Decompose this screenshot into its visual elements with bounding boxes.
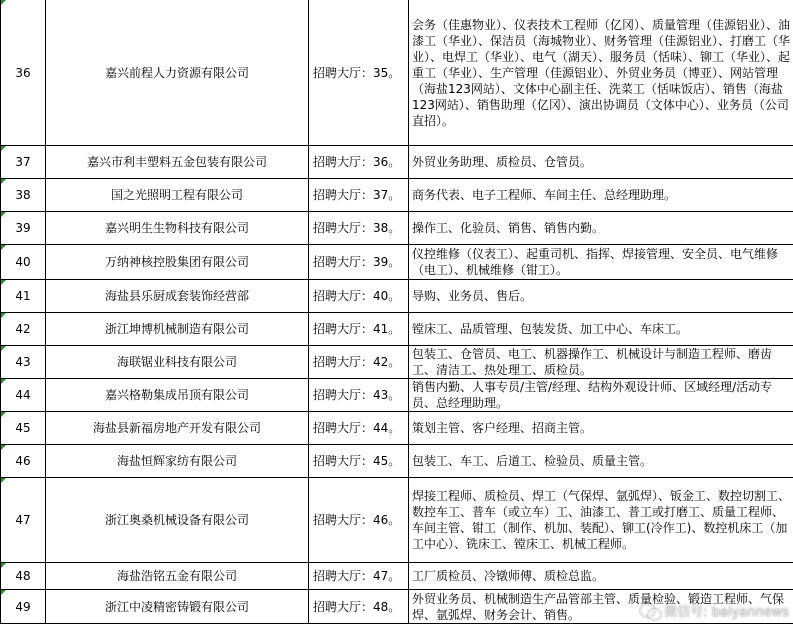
hall-booth: 招聘大厅：39。 [309, 245, 409, 280]
table-row [1, 379, 793, 412]
company-name: 国之光照明工程有限公司 [46, 179, 309, 212]
job-list: 工厂质检员、冷镦师傅、质检总监。 [409, 563, 793, 590]
job-list: 策划主管、客户经理、招商主管。 [409, 412, 793, 445]
cell-indicator-mark [1, 146, 6, 151]
row-number: 36 [1, 0, 46, 146]
cell-indicator-mark [1, 412, 6, 417]
company-name: 浙江奥桑机械设备有限公司 [46, 478, 309, 563]
company-name: 嘉兴明生生物科技有限公司 [46, 212, 309, 245]
cell-indicator-mark [1, 313, 6, 318]
company-name: 浙江中凌精密铸锻有限公司 [46, 590, 309, 624]
row-number: 37 [1, 146, 46, 179]
row-number: 45 [1, 412, 46, 445]
job-list: 焊接工程师、质检员、焊工（气保焊、氩弧焊）、钣金工、数控切割工、数控车工、普车（或立车）工、油漆工、普工或打磨工、质量工程师、车间主管、钳工（制作、机加、装配）、铆工(冷作工)、数控机床工（加工中心）、铣床工、镗床工、机械工程师。 [409, 478, 793, 563]
table-body [1, 0, 793, 624]
hall-booth: 招聘大厅：47。 [309, 563, 409, 590]
row-number: 38 [1, 179, 46, 212]
row-number: 39 [1, 212, 46, 245]
table-row [1, 280, 793, 313]
table-row [1, 245, 793, 280]
company-name: 海盐县新福房地产开发有限公司 [46, 412, 309, 445]
row-number: 43 [1, 346, 46, 379]
hall-booth: 招聘大厅：41。 [309, 313, 409, 346]
hall-booth: 招聘大厅：43。 [309, 379, 409, 412]
company-name: 嘉兴市利丰塑料五金包装有限公司 [46, 146, 309, 179]
job-list: 包装工、仓管员、电工、机器操作工、机械设计与制造工程师、磨齿工、清洁工、热处理工、质检员。 [409, 346, 793, 379]
table-row [1, 590, 793, 624]
row-number: 40 [1, 245, 46, 280]
row-number: 44 [1, 379, 46, 412]
job-list: 导购、业务员、售后。 [409, 280, 793, 313]
job-list: 仪控维修（仪表工）、起重司机、指挥、焊接管理、安全员、电气维修（电工）、机械维修（钳工）。 [409, 245, 793, 280]
hall-booth: 招聘大厅：38。 [309, 212, 409, 245]
company-name: 海盐恒辉家纺有限公司 [46, 445, 309, 478]
table-row [1, 179, 793, 212]
cell-indicator-mark [1, 563, 6, 568]
hall-booth: 招聘大厅：40。 [309, 280, 409, 313]
cell-indicator-mark [1, 0, 6, 5]
hall-booth: 招聘大厅：46。 [309, 478, 409, 563]
cell-indicator-mark [1, 245, 6, 250]
table-row [1, 313, 793, 346]
table-row [1, 146, 793, 179]
company-name: 海盐县乐厨成套装饰经营部 [46, 280, 309, 313]
table-row [1, 212, 793, 245]
hall-booth: 招聘大厅：45。 [309, 445, 409, 478]
row-number: 46 [1, 445, 46, 478]
cell-indicator-mark [1, 379, 6, 384]
hall-booth: 招聘大厅：44。 [309, 412, 409, 445]
job-list: 包装工、车工、后道工、检验员、质量主管。 [409, 445, 793, 478]
company-name: 嘉兴格勒集成吊顶有限公司 [46, 379, 309, 412]
hall-booth: 招聘大厅：37。 [309, 179, 409, 212]
hall-booth: 招聘大厅：36。 [309, 146, 409, 179]
table-row [1, 478, 793, 563]
cell-indicator-mark [1, 212, 6, 217]
job-list: 镗床工、品质管理、包装发货、加工中心、车床工。 [409, 313, 793, 346]
row-number: 48 [1, 563, 46, 590]
table-row [1, 0, 793, 146]
job-list: 商务代表、电子工程师、车间主任、总经理助理。 [409, 179, 793, 212]
cell-indicator-mark [1, 590, 6, 595]
hall-booth: 招聘大厅：35。 [309, 0, 409, 146]
row-number: 42 [1, 313, 46, 346]
row-number: 47 [1, 478, 46, 563]
watermark-text: 微信号: baiyannews [664, 605, 789, 620]
cell-indicator-mark [1, 346, 6, 351]
cell-indicator-mark [1, 478, 6, 483]
table-row [1, 412, 793, 445]
table-row [1, 445, 793, 478]
company-name: 海联锯业科技有限公司 [46, 346, 309, 379]
cell-indicator-mark [1, 445, 6, 450]
cell-indicator-mark [1, 179, 6, 184]
table-row [1, 563, 793, 590]
job-list: 会务（佳惠物业）、仪表技术工程师（亿冈）、质量管理（佳源铝业）、油漆工（华业）、保洁员（海城物业）、财务管理（佳源铝业）、打磨工（华业）、电焊工（华业）、电气（湖天）、服务员（恬味）、铆工（华业）、起重工（华业）、生产管理（佳源铝业）、外贸业务员（博亚）、网站管理（海盐123网站）、文体中心副主任、洗菜工（恬味饭店）、销售（海盐123网站）、销售助理（亿冈）、演出协调员（文体中心）、业务员（公司直招）。 [409, 0, 793, 146]
job-list: 操作工、化验员、销售、销售内勤。 [409, 212, 793, 245]
hall-booth: 招聘大厅：48。 [309, 590, 409, 624]
row-number: 49 [1, 590, 46, 624]
table-row [1, 346, 793, 379]
row-number: 41 [1, 280, 46, 313]
job-list: 外贸业务员、机械制造生产品管部主管、质量检验、锻造工程师、气保焊、氩弧焊、财务会计、销售。 [409, 590, 793, 624]
job-list: 外贸业务助理、质检员、仓管员。 [409, 146, 793, 179]
hall-booth: 招聘大厅：42。 [309, 346, 409, 379]
cell-indicator-mark [1, 280, 6, 285]
job-list: 销售内勤、人事专员/主管/经理、结构外观设计师、区域经理/活动专员、总经理助理。 [409, 379, 793, 412]
company-name: 嘉兴前程人力资源有限公司 [46, 0, 309, 146]
company-name: 万纳神核控股集团有限公司 [46, 245, 309, 280]
company-name: 浙江坤博机械制造有限公司 [46, 313, 309, 346]
company-name: 海盐浩铭五金有限公司 [46, 563, 309, 590]
